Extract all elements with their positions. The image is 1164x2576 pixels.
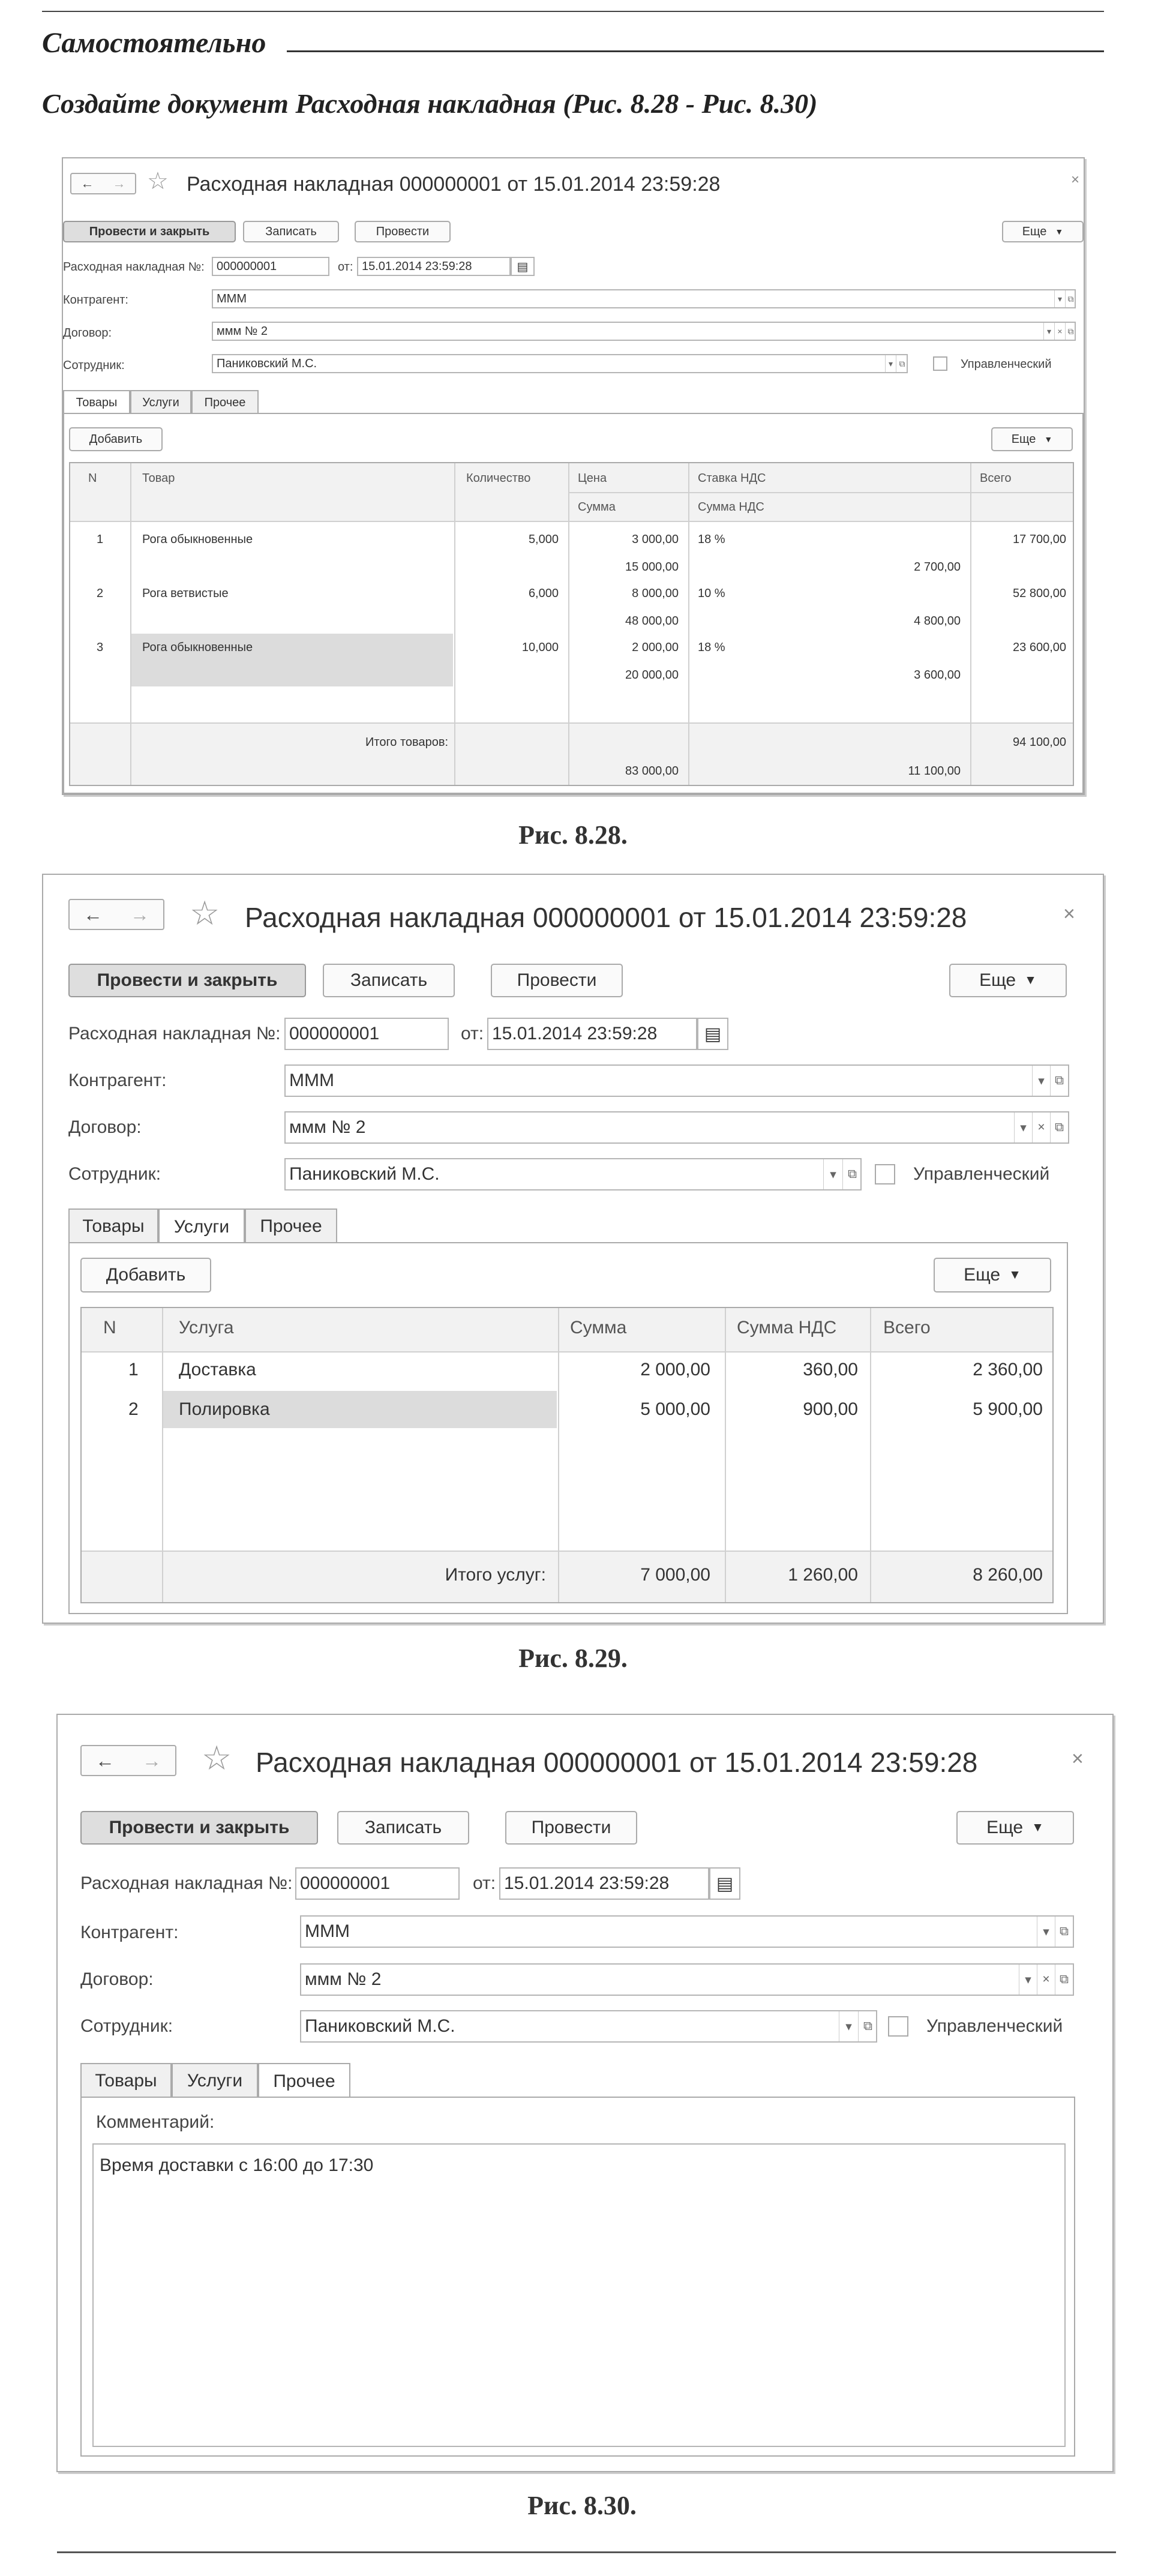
chevron-down-icon[interactable]: ▾ — [885, 355, 896, 372]
managerial-checkbox[interactable] — [933, 356, 947, 371]
post-button[interactable]: Провести — [505, 1811, 637, 1845]
page-bottom-rule — [57, 2551, 1116, 2553]
back-arrow-icon[interactable]: ← — [80, 176, 94, 191]
open-icon[interactable]: ⧉ — [1065, 323, 1076, 340]
managerial-label: Управленческий — [961, 358, 1052, 371]
contract-label: Договор: — [63, 326, 112, 340]
date-label: от: — [473, 1873, 496, 1893]
figure-caption: Рис. 8.29. — [518, 1644, 628, 1673]
tab-services[interactable]: Услуги — [130, 390, 191, 414]
counterparty-label: Контрагент: — [68, 1070, 167, 1090]
row-item[interactable]: Рога обыкновенные — [142, 533, 253, 546]
row-price[interactable]: 8 000,00 — [632, 587, 679, 600]
page-header-rule — [42, 0, 1104, 12]
date-label: от: — [338, 260, 353, 274]
row-price[interactable]: 2 000,00 — [632, 641, 679, 654]
counterparty-label: Контрагент: — [63, 293, 128, 307]
employee-input[interactable]: Паниковский М.С. — [284, 1158, 862, 1190]
counterparty-label: Контрагент: — [80, 1923, 179, 1942]
managerial-checkbox[interactable] — [875, 1164, 895, 1184]
tab-services[interactable]: Услуги — [158, 1208, 245, 1244]
chevron-down-icon[interactable]: ▾ — [839, 2011, 858, 2041]
figure-caption: Рис. 8.28. — [518, 820, 628, 850]
contract-input[interactable]: ммм № 2 — [284, 1111, 1069, 1144]
row-item[interactable]: Рога ветвистые — [142, 587, 229, 600]
number-label: Расходная накладная №: — [63, 260, 205, 274]
table-more-button[interactable] — [991, 427, 1073, 451]
row-sum[interactable]: 5 000,00 — [640, 1399, 710, 1419]
heading-underline — [287, 50, 1104, 52]
row-vat-rate[interactable]: 18 % — [698, 533, 725, 546]
contract-input[interactable]: ммм № 2 — [300, 1963, 1074, 1996]
tab-services[interactable]: Услуги — [172, 2063, 258, 2098]
more-button[interactable] — [956, 1811, 1074, 1845]
more-label: Еще — [964, 1265, 1001, 1285]
open-icon[interactable]: ⧉ — [842, 1159, 862, 1189]
number-input[interactable]: 000000001 — [284, 1018, 449, 1050]
form-other-tab — [56, 1714, 1114, 2472]
col-service: Услуга — [179, 1318, 234, 1338]
form-goods-tab — [62, 157, 1085, 795]
footer-label: Итого товаров: — [365, 736, 448, 749]
row-qty[interactable]: 6,000 — [528, 587, 559, 600]
footer-vat-sum: 1 260,00 — [788, 1565, 858, 1585]
calendar-icon: ▤ — [704, 1024, 722, 1044]
nav-buttons[interactable] — [68, 899, 164, 930]
date-input[interactable]: 15.01.2014 23:59:28 — [499, 1867, 709, 1900]
number-input[interactable]: 000000001 — [295, 1867, 460, 1900]
col-vat-sum: Сумма НДС — [698, 500, 764, 514]
footer-vat-sum: 11 100,00 — [908, 764, 961, 778]
goods-table — [69, 462, 1074, 786]
services-table — [80, 1307, 1054, 1603]
managerial-checkbox[interactable] — [888, 2016, 908, 2037]
employee-label: Сотрудник: — [63, 359, 125, 372]
form-title: Расходная накладная 000000001 от 15.01.2014 23:59:28 — [187, 173, 721, 196]
col-qty: Количество — [466, 472, 531, 485]
dropdown-icon: ▼ — [1009, 1268, 1021, 1282]
open-icon[interactable]: ⧉ — [1050, 1112, 1068, 1142]
row-total: 5 900,00 — [973, 1399, 1043, 1419]
nav-buttons[interactable] — [80, 1745, 176, 1776]
post-and-close-button[interactable]: Провести и закрыть — [80, 1811, 318, 1845]
form-title: Расходная накладная 000000001 от 15.01.2014 23:59:28 — [245, 902, 967, 933]
post-and-close-button[interactable]: Провести и закрыть — [63, 221, 236, 242]
tab-goods[interactable]: Товары — [63, 390, 130, 414]
more-label: Еще — [986, 1818, 1024, 1837]
more-button[interactable] — [949, 964, 1067, 997]
number-label: Расходная накладная №: — [80, 1873, 293, 1893]
form-title: Расходная накладная 000000001 от 15.01.2014 23:59:28 — [256, 1747, 978, 1778]
row-vat-rate[interactable]: 10 % — [698, 587, 725, 600]
more-label: Еще — [1022, 224, 1047, 238]
nav-buttons[interactable] — [70, 173, 136, 194]
footer-total: 94 100,00 — [1013, 736, 1066, 749]
employee-label: Сотрудник: — [80, 2016, 173, 2036]
counterparty-input[interactable]: МММ — [284, 1064, 1069, 1097]
comment-text: Время доставки с 16:00 до 17:30 — [100, 2155, 374, 2175]
add-button[interactable]: Добавить — [69, 427, 163, 451]
row-service[interactable]: Доставка — [179, 1360, 256, 1380]
section-heading: Самостоятельно — [42, 27, 266, 59]
col-vat-rate: Ставка НДС — [698, 472, 766, 485]
forward-arrow-icon[interactable]: → — [112, 176, 126, 191]
footer-sum: 83 000,00 — [625, 764, 679, 778]
row-sum: 20 000,00 — [625, 668, 679, 682]
calendar-icon: ▤ — [716, 1873, 734, 1894]
row-vat-sum: 3 600,00 — [914, 668, 961, 682]
managerial-label: Управленческий — [913, 1164, 1050, 1184]
back-arrow-icon[interactable]: ← — [83, 903, 103, 925]
footer-sum: 7 000,00 — [640, 1565, 710, 1585]
number-input[interactable]: 000000001 — [212, 257, 329, 276]
contract-input[interactable]: ммм № 2 — [212, 322, 1076, 341]
employee-input[interactable]: Паниковский М.С. — [212, 354, 908, 373]
row-service[interactable]: Полировка — [179, 1399, 270, 1419]
clear-icon[interactable]: × — [1037, 1965, 1055, 1995]
comment-label: Комментарий: — [96, 2112, 215, 2132]
tab-other[interactable]: Прочее — [245, 1208, 337, 1243]
tab-goods[interactable]: Товары — [80, 2063, 172, 2098]
row-sum: 48 000,00 — [625, 614, 679, 628]
open-icon[interactable]: ⧉ — [1050, 1066, 1068, 1096]
forward-arrow-icon[interactable]: → — [142, 1749, 161, 1771]
more-button[interactable] — [1002, 221, 1084, 242]
row-vat-sum: 360,00 — [803, 1360, 858, 1380]
post-and-close-button[interactable]: Провести и закрыть — [68, 964, 306, 997]
close-icon[interactable]: × — [1063, 902, 1075, 925]
row-vat-sum: 2 700,00 — [914, 560, 961, 574]
row-n: 2 — [97, 587, 104, 600]
footer-total: 8 260,00 — [973, 1565, 1043, 1585]
row-sum: 15 000,00 — [625, 560, 679, 574]
back-arrow-icon[interactable]: ← — [95, 1749, 115, 1771]
figure-caption: Рис. 8.30. — [527, 2491, 637, 2520]
close-icon[interactable]: × — [1071, 172, 1080, 188]
task-heading: Создайте документ Расходная накладная (Рис. 8.28 - Рис. 8.30) — [42, 88, 818, 119]
open-icon[interactable]: ⧉ — [858, 2011, 877, 2041]
col-n: N — [88, 472, 97, 485]
post-button[interactable]: Провести — [491, 964, 623, 997]
save-button[interactable]: Записать — [337, 1811, 469, 1845]
favorite-star-icon[interactable]: ☆ — [147, 168, 169, 194]
col-sum: Сумма — [570, 1318, 627, 1338]
row-vat-rate[interactable]: 18 % — [698, 641, 725, 654]
open-icon[interactable]: ⧉ — [896, 355, 908, 372]
tab-goods[interactable]: Товары — [68, 1208, 158, 1243]
row-total: 2 360,00 — [973, 1360, 1043, 1380]
chevron-down-icon[interactable]: ▾ — [1054, 290, 1065, 307]
date-label: от: — [461, 1024, 484, 1043]
col-n: N — [103, 1318, 116, 1338]
tab-other[interactable]: Прочее — [258, 2063, 350, 2099]
chevron-down-icon[interactable]: ▾ — [1019, 1965, 1037, 1995]
table-more-button[interactable] — [934, 1258, 1051, 1293]
row-n: 1 — [97, 533, 104, 546]
row-sum[interactable]: 2 000,00 — [640, 1360, 710, 1380]
row-n: 3 — [97, 641, 104, 654]
row-n: 1 — [128, 1360, 139, 1380]
date-input[interactable]: 15.01.2014 23:59:28 — [357, 257, 511, 276]
save-button[interactable]: Записать — [243, 221, 339, 242]
dropdown-icon: ▼ — [1044, 434, 1053, 444]
clear-icon[interactable]: × — [1032, 1112, 1050, 1142]
chevron-down-icon[interactable]: ▾ — [1014, 1112, 1032, 1142]
open-icon[interactable]: ⧉ — [1055, 1965, 1073, 1995]
open-icon[interactable]: ⧉ — [1065, 290, 1076, 307]
managerial-label: Управленческий — [926, 2016, 1063, 2036]
chevron-down-icon[interactable]: ▾ — [1037, 1917, 1055, 1947]
number-label: Расходная накладная №: — [68, 1024, 281, 1043]
employee-input[interactable]: Паниковский М.С. — [300, 2010, 877, 2043]
row-item[interactable]: Рога обыкновенные — [142, 641, 253, 654]
dropdown-icon: ▼ — [1055, 227, 1064, 236]
row-total: 17 700,00 — [1013, 533, 1066, 546]
row-price[interactable]: 3 000,00 — [632, 533, 679, 546]
tab-panel — [68, 1242, 1068, 1614]
comment-textarea[interactable] — [92, 2143, 1066, 2447]
tab-other[interactable]: Прочее — [191, 390, 259, 414]
calendar-button[interactable] — [511, 257, 535, 276]
more-label: Еще — [1011, 432, 1036, 446]
footer-label: Итого услуг: — [445, 1565, 546, 1585]
row-total: 23 600,00 — [1013, 641, 1066, 654]
tab-panel — [63, 413, 1084, 794]
calendar-button[interactable] — [697, 1018, 728, 1050]
row-n: 2 — [128, 1399, 139, 1419]
col-vat-sum: Сумма НДС — [737, 1318, 837, 1338]
contract-label: Договор: — [68, 1117, 142, 1137]
row-vat-sum: 900,00 — [803, 1399, 858, 1419]
forward-arrow-icon[interactable]: → — [130, 903, 149, 925]
dropdown-icon: ▼ — [1024, 973, 1037, 987]
dropdown-icon: ▼ — [1031, 1821, 1044, 1834]
date-input[interactable]: 15.01.2014 23:59:28 — [487, 1018, 697, 1050]
col-item: Товар — [142, 472, 175, 485]
row-qty[interactable]: 5,000 — [528, 533, 559, 546]
open-icon[interactable]: ⧉ — [1055, 1917, 1073, 1947]
employee-label: Сотрудник: — [68, 1164, 161, 1184]
post-button[interactable]: Провести — [355, 221, 451, 242]
save-button[interactable]: Записать — [323, 964, 455, 997]
col-price: Цена — [578, 472, 607, 485]
col-total: Всего — [883, 1318, 931, 1338]
col-sum: Сумма — [578, 500, 616, 514]
counterparty-input[interactable]: МММ — [212, 289, 1076, 308]
counterparty-input[interactable]: МММ — [300, 1915, 1074, 1948]
row-qty[interactable]: 10,000 — [521, 641, 559, 654]
chevron-down-icon[interactable]: ▾ — [1032, 1066, 1050, 1096]
chevron-down-icon[interactable]: ▾ — [1043, 323, 1054, 340]
col-total: Всего — [980, 472, 1012, 485]
close-icon[interactable]: × — [1072, 1747, 1084, 1770]
tab-panel — [80, 2097, 1075, 2457]
favorite-star-icon[interactable]: ☆ — [190, 894, 220, 932]
calendar-button[interactable] — [709, 1867, 740, 1900]
more-label: Еще — [979, 970, 1016, 990]
row-vat-sum: 4 800,00 — [914, 614, 961, 628]
form-services-tab — [42, 874, 1104, 1624]
contract-label: Договор: — [80, 1969, 154, 1989]
favorite-star-icon[interactable]: ☆ — [202, 1739, 232, 1777]
row-total: 52 800,00 — [1013, 587, 1066, 600]
chevron-down-icon[interactable]: ▾ — [823, 1159, 842, 1189]
add-button[interactable]: Добавить — [80, 1258, 211, 1293]
clear-icon[interactable]: × — [1054, 323, 1065, 340]
calendar-icon: ▤ — [517, 260, 529, 274]
